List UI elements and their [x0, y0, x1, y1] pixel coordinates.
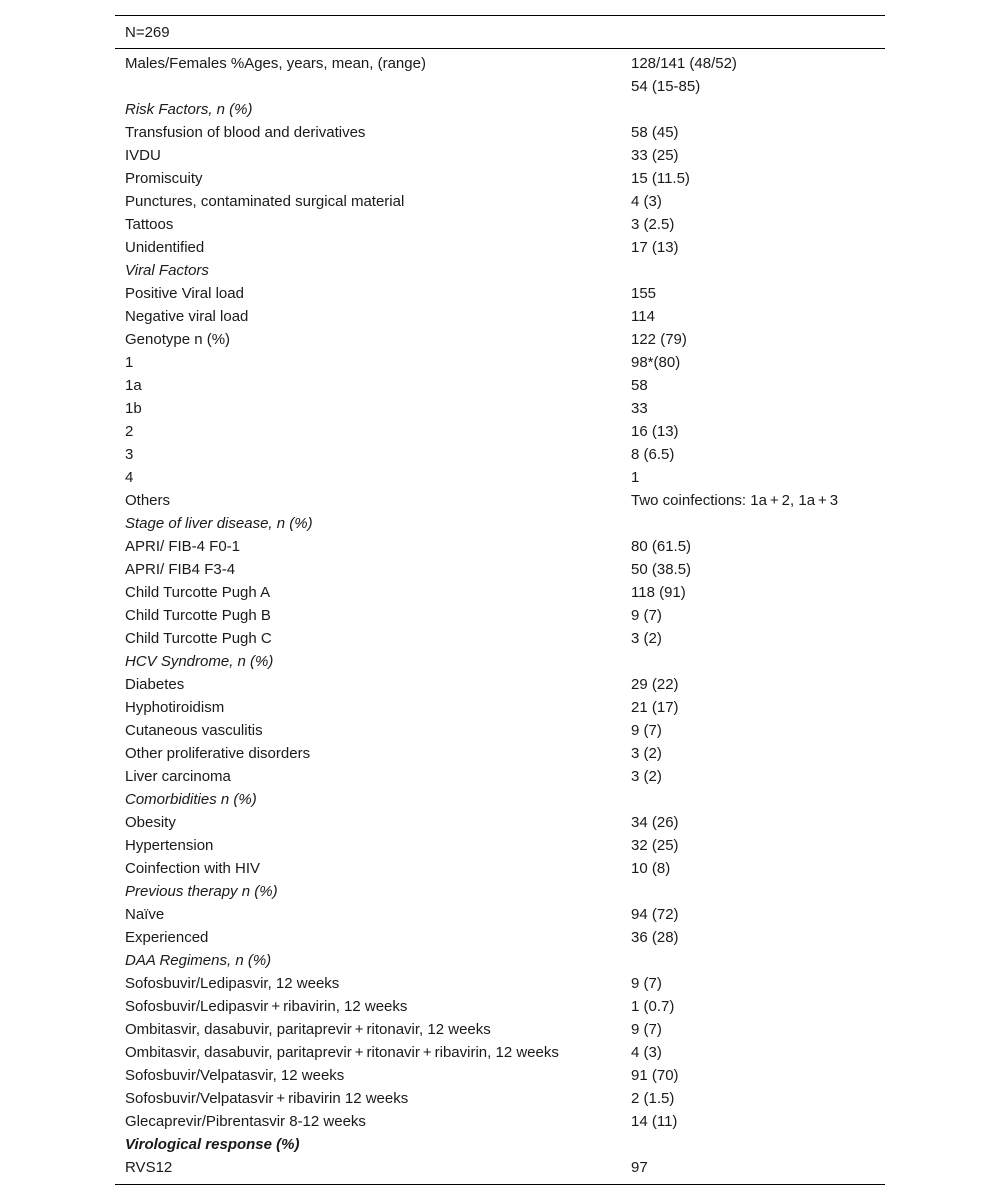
table-row: [115, 213, 885, 236]
row-label: Obesity: [125, 814, 176, 831]
table-row: [115, 765, 885, 788]
table-row: [115, 811, 885, 834]
row-label: Positive Viral load: [125, 285, 244, 302]
row-value: 58: [631, 377, 648, 394]
row-value: 50 (38.5): [631, 561, 692, 578]
table-row: [115, 1041, 885, 1064]
table-row: [115, 52, 885, 98]
row-label: Child Turcotte Pugh C: [125, 630, 272, 647]
row-label: APRI/ FIB4 F3-4: [125, 561, 236, 578]
table-row: [115, 305, 885, 328]
table-row: [115, 972, 885, 995]
table-row: [115, 1018, 885, 1041]
row-value: 33: [631, 400, 648, 417]
table-row: [115, 926, 885, 949]
table-row: [115, 903, 885, 926]
section-header-row: [115, 788, 885, 811]
table-row: [115, 834, 885, 857]
row-value: 32 (25): [631, 837, 679, 854]
row-label: Sofosbuvir/Ledipasvir + ribavirin, 12 weeks: [125, 998, 408, 1015]
table-row: [115, 282, 885, 305]
row-label: Glecaprevir/Pibrentasvir 8-12 weeks: [125, 1113, 366, 1130]
row-value: 9 (7): [631, 722, 662, 739]
table-row: [115, 236, 885, 259]
table-row: [115, 742, 885, 765]
table-row: [115, 535, 885, 558]
row-value: 80 (61.5): [631, 538, 692, 555]
row-value: 4 (3): [631, 1044, 662, 1061]
row-value: 15 (11.5): [631, 170, 690, 187]
row-label: Sofosbuvir/Ledipasvir, 12 weeks: [125, 975, 340, 992]
table-row: [115, 558, 885, 581]
row-label: Coinfection with HIV: [125, 860, 261, 877]
row-value: 16 (13): [631, 423, 679, 440]
row-value: 33 (25): [631, 147, 679, 164]
row-label: 3: [125, 446, 134, 463]
row-value: [631, 880, 885, 903]
table-row: [115, 995, 885, 1018]
section-label: Viral Factors: [125, 262, 209, 279]
row-label: Unidentified: [125, 239, 205, 256]
row-value: 3 (2.5): [631, 216, 675, 233]
table-row: [115, 420, 885, 443]
characteristics-table: [115, 15, 885, 1185]
table-row: [115, 397, 885, 420]
row-value: 94 (72): [631, 906, 679, 923]
table-row: [115, 604, 885, 627]
row-value: 29 (22): [631, 676, 679, 693]
row-value: 9 (7): [631, 1021, 662, 1038]
row-value: 58 (45): [631, 124, 679, 141]
row-value: 14 (11): [631, 1113, 678, 1130]
table-body: [115, 49, 885, 1184]
table-row: [115, 581, 885, 604]
row-value: [631, 512, 885, 535]
row-value: 17 (13): [631, 239, 679, 256]
section-label: DAA Regimens, n (%): [125, 952, 272, 969]
table-row: [115, 1110, 885, 1133]
section-label: HCV Syndrome, n (%): [125, 653, 274, 670]
row-value: 1: [631, 469, 640, 486]
section-header-row: [115, 949, 885, 972]
row-value: 2 (1.5): [631, 1090, 675, 1107]
row-value: 3 (2): [631, 745, 662, 762]
table-row: [115, 719, 885, 742]
row-label: Punctures, contaminated surgical material: [125, 193, 405, 210]
row-label: Tattoos: [125, 216, 174, 233]
row-value: 36 (28): [631, 929, 679, 946]
row-value: [631, 1133, 885, 1156]
table-row: [115, 1064, 885, 1087]
row-label: Males/Females %Ages, years, mean, (range): [125, 55, 426, 72]
row-label: Hypertension: [125, 837, 214, 854]
row-value: 8 (6.5): [631, 446, 675, 463]
row-value: 21 (17): [631, 699, 679, 716]
row-label: RVS12: [125, 1159, 173, 1176]
row-value: 155: [631, 285, 657, 302]
row-label: IVDU: [125, 147, 161, 164]
table-row: [115, 489, 885, 512]
row-value: 3 (2): [631, 630, 662, 647]
bottom-rule: [115, 1184, 885, 1185]
section-label: Previous therapy n (%): [125, 883, 278, 900]
row-label: Ombitasvir, dasabuvir, paritaprevir + ritonavir, 12 weeks: [125, 1021, 491, 1038]
row-value: [631, 949, 885, 972]
row-value: [631, 259, 885, 282]
table-row: [115, 443, 885, 466]
row-value: 91 (70): [631, 1067, 679, 1084]
row-value: 10 (8): [631, 860, 671, 877]
table-row: [115, 328, 885, 351]
row-label: Diabetes: [125, 676, 185, 693]
table-row: [115, 627, 885, 650]
row-label: Transfusion of blood and derivatives: [125, 124, 366, 141]
row-label: 4: [125, 469, 134, 486]
row-value: 97: [631, 1159, 648, 1176]
table-row: [115, 167, 885, 190]
row-label: 1b: [125, 400, 142, 417]
row-value: 3 (2): [631, 768, 662, 785]
table-row: [115, 374, 885, 397]
row-label: Liver carcinoma: [125, 768, 231, 785]
row-value: 98*(80): [631, 354, 681, 371]
row-label: Hyphotiroidism: [125, 699, 225, 716]
section-header-row: [115, 1133, 885, 1156]
row-value: [631, 650, 885, 673]
row-label: 1: [125, 354, 134, 371]
table-row: [115, 673, 885, 696]
section-header-row: [115, 259, 885, 282]
row-value: 34 (26): [631, 814, 679, 831]
row-value: [631, 98, 885, 121]
row-label: Cutaneous vasculitis: [125, 722, 263, 739]
row-value: [631, 788, 885, 811]
section-header-row: [115, 650, 885, 673]
table-row: [115, 121, 885, 144]
section-label: Risk Factors, n (%): [125, 101, 253, 118]
table-row: [115, 696, 885, 719]
section-label: Stage of liver disease, n (%): [125, 515, 313, 532]
row-value: 118 (91): [631, 584, 686, 601]
row-label: Promiscuity: [125, 170, 203, 187]
row-label: 2: [125, 423, 134, 440]
row-value: 122 (79): [631, 331, 687, 348]
row-label: Others: [125, 492, 171, 509]
row-value: 4 (3): [631, 193, 662, 210]
row-label: Sofosbuvir/Velpatasvir + ribavirin 12 weeks: [125, 1090, 409, 1107]
row-label: Child Turcotte Pugh A: [125, 584, 271, 601]
row-value: 9 (7): [631, 975, 662, 992]
row-label: Negative viral load: [125, 308, 249, 325]
row-value: Two coinfections: 1a + 2, 1a + 3: [631, 492, 839, 509]
row-value: 114: [631, 308, 655, 325]
table-header: [115, 16, 885, 48]
row-label: 1a: [125, 377, 142, 394]
section-label: Virological response (%): [125, 1136, 300, 1153]
table-row: [115, 190, 885, 213]
row-label: Child Turcotte Pugh B: [125, 607, 271, 624]
table-row: [115, 351, 885, 374]
section-header-row: [115, 98, 885, 121]
section-label: Comorbidities n (%): [125, 791, 257, 808]
table-row: [115, 144, 885, 167]
row-value: 9 (7): [631, 607, 662, 624]
row-label: Sofosbuvir/Velpatasvir, 12 weeks: [125, 1067, 345, 1084]
table-row: [115, 1087, 885, 1110]
header-label: N=269: [125, 23, 170, 41]
row-label: Experienced: [125, 929, 209, 946]
section-header-row: [115, 512, 885, 535]
row-label: Other proliferative disorders: [125, 745, 311, 762]
row-value: 128/141 (48/52) 54 (15-85): [631, 55, 737, 95]
row-value: 1 (0.7): [631, 998, 675, 1015]
table-row: [115, 857, 885, 880]
table-row: [115, 1156, 885, 1179]
row-label: Genotype n (%): [125, 331, 231, 348]
table-row: [115, 466, 885, 489]
row-label: APRI/ FIB-4 F0-1: [125, 538, 241, 555]
row-label: Ombitasvir, dasabuvir, paritaprevir + ritonavir + ribavirin, 12 weeks: [125, 1044, 559, 1061]
row-label: Naïve: [125, 906, 165, 923]
section-header-row: [115, 880, 885, 903]
